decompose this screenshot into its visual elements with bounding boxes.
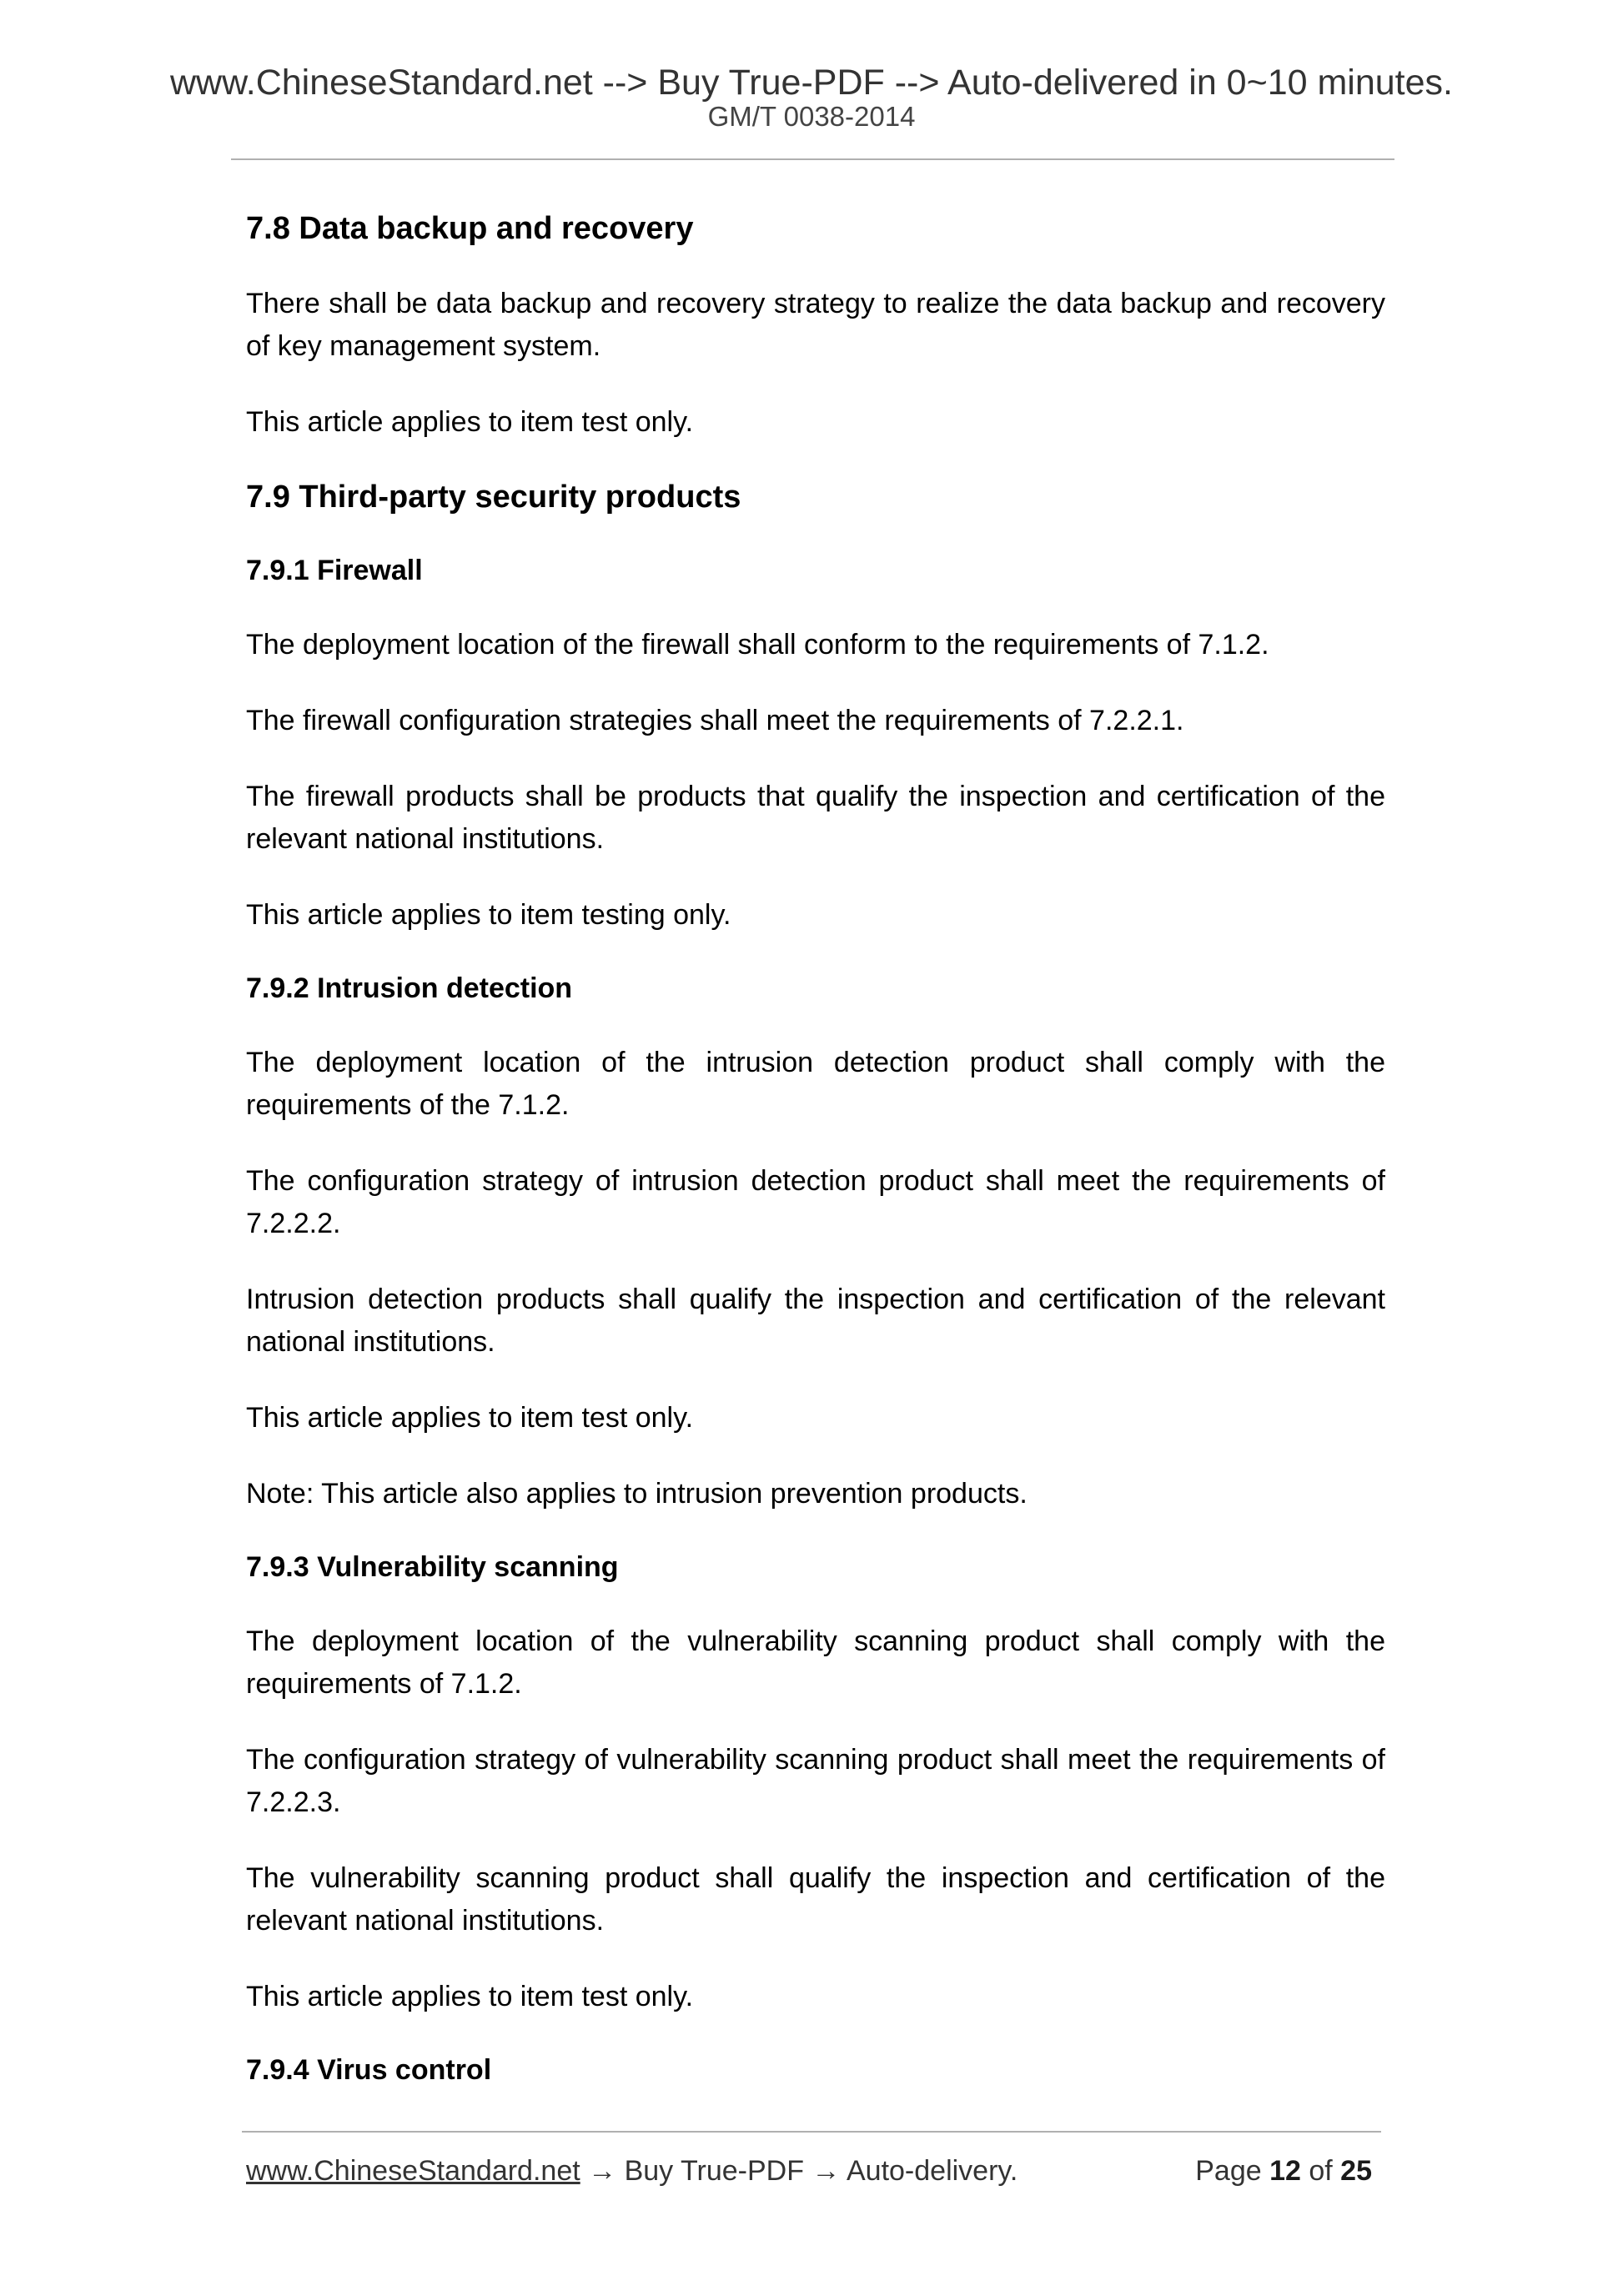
header-divider [231, 158, 1394, 160]
page-of: of [1300, 2155, 1341, 2187]
paragraph: This article applies to item test only. [246, 406, 694, 439]
heading-7-9-3: 7.9.3 Vulnerability scanning [246, 1551, 619, 1584]
note: Note: This article also applies to intrusion prevention products. [246, 1478, 1028, 1510]
page-prefix: Page [1195, 2155, 1270, 2187]
page-number [1195, 2154, 1372, 2188]
heading-7-8: 7.8 Data backup and recovery [246, 211, 694, 246]
heading-7-9-2: 7.9.2 Intrusion detection [246, 972, 573, 1004]
paragraph: This article applies to item test only. [246, 1981, 694, 2013]
paragraph: The configuration strategy of intrusion detection product shall meet the requirements of 7.2.2.2. [246, 1165, 1385, 1240]
heading-7-9-4: 7.9.4 Virus control [246, 2054, 492, 2087]
paragraph: The firewall configuration strategies shall meet the requirements of 7.2.2.1. [246, 704, 1184, 736]
page-total: 25 [1340, 2155, 1372, 2187]
top-banner: www.ChineseStandard.net --> Buy True-PDF --> Auto-delivered in 0~10 minutes. [169, 63, 1453, 103]
paragraph: The firewall products shall be products that qualify the inspection and certification of the relevant national institutions. [246, 780, 1385, 855]
footer-left [246, 2154, 1018, 2188]
paragraph: The deployment location of the firewall shall conform to the requirements of 7.1.2. [246, 628, 1269, 661]
footer-divider [242, 2131, 1381, 2133]
paragraph: The deployment location of the vulnerability scanning product shall comply with the requirements of 7.1.2. [246, 1625, 1385, 1701]
heading-7-9-1: 7.9.1 Firewall [246, 554, 423, 586]
footer-tagline: → Buy True-PDF → Auto-delivery. [580, 2155, 1018, 2187]
paragraph: The configuration strategy of vulnerability scanning product shall meet the requirements of 7.2.2.3. [246, 1744, 1385, 1819]
paragraph: The deployment location of the intrusion detection product shall comply with the requirements of the 7.1.2. [246, 1047, 1385, 1122]
paragraph: This article applies to item test only. [246, 1402, 694, 1434]
page-content [246, 208, 1385, 2124]
document-code: GM/T 0038-2014 [707, 101, 916, 132]
paragraph: Intrusion detection products shall qualify the inspection and certification of the relevant national institutions. [246, 1284, 1385, 1359]
paragraph: This article applies to item testing only. [246, 898, 731, 931]
paragraph: The vulnerability scanning product shall qualify the inspection and certification of the relevant national institutions. [246, 1862, 1385, 1937]
website-link[interactable]: www.ChineseStandard.net [246, 2155, 580, 2187]
page-current: 12 [1269, 2155, 1301, 2187]
heading-7-9: 7.9 Third-party security products [246, 480, 741, 515]
paragraph: There shall be data backup and recovery strategy to realize the data backup and recovery of key management system. [246, 288, 1385, 363]
